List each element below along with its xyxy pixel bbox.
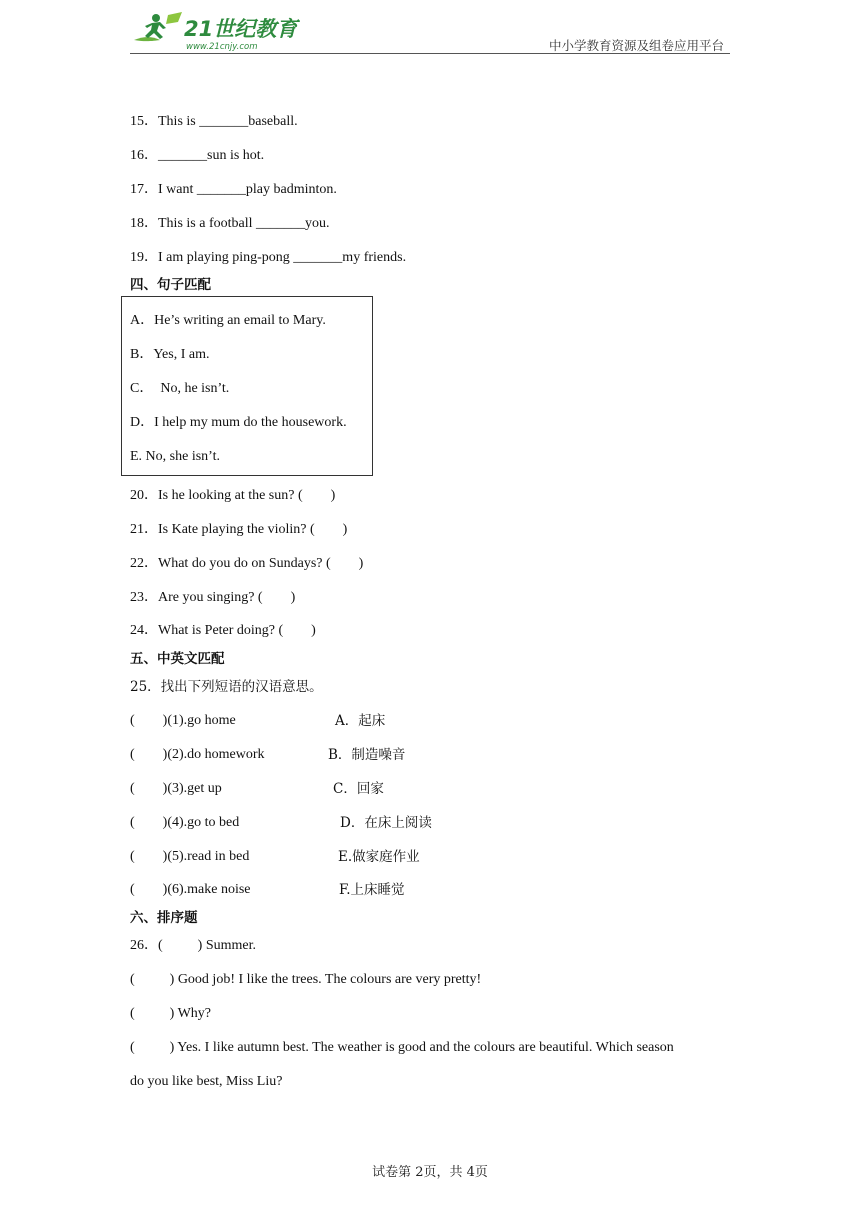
option-b: B．Yes, I am. — [130, 347, 210, 362]
section-4-title: 四、句子匹配 — [130, 277, 211, 293]
svg-text:21世纪教育: 21世纪教育 — [184, 17, 298, 41]
option-d: D．I help my mum do the housework. — [130, 415, 347, 430]
match-english: ( )(5).read in bed — [130, 849, 250, 864]
match-english: ( )(4).go to bed — [130, 815, 240, 830]
dialogue-line: ( ) Yes. I like autumn best. The weather is good and the colours are beautiful. Which season — [130, 1040, 674, 1055]
match-row — [130, 780, 730, 798]
option-e: E. No, she isn’t. — [130, 449, 220, 464]
dialogue-line: ( ) Good job! I like the trees. The colours are very pretty! — [130, 972, 482, 987]
question-15: 15．This is _______baseball. — [130, 114, 298, 129]
question-25: 25．找出下列短语的汉语意思。 — [130, 679, 323, 695]
match-chinese: A．起床 — [335, 713, 386, 729]
match-row — [130, 881, 730, 899]
site-logo — [130, 10, 300, 54]
match-english: ( )(3).get up — [130, 781, 222, 796]
match-english: ( )(1).go home — [130, 713, 236, 728]
match-row — [130, 712, 730, 730]
question-20: 20．Is he looking at the sun? ( ) — [130, 488, 336, 503]
question-19: 19．I am playing ping-pong _______my friends. — [130, 250, 407, 265]
match-row — [130, 746, 730, 764]
match-chinese: E.做家庭作业 — [338, 849, 420, 865]
question-16: 16．_______sun is hot. — [130, 148, 265, 163]
question-23: 23．Are you singing? ( ) — [130, 590, 296, 605]
option-a: A．He’s writing an email to Mary. — [130, 313, 326, 328]
option-c: C． No, he isn’t. — [130, 381, 230, 396]
svg-text:www.21cnjy.com: www.21cnjy.com — [186, 42, 258, 52]
question-26: 26．( ) Summer. — [130, 938, 256, 953]
page-header — [130, 10, 730, 54]
header-divider — [130, 53, 730, 54]
question-17: 17．I want _______play badminton. — [130, 182, 337, 197]
dialogue-line-continued: do you like best, Miss Liu? — [130, 1074, 283, 1089]
match-chinese: B．制造噪音 — [328, 747, 406, 763]
runner-logo-icon — [130, 10, 300, 54]
dialogue-line: ( ) Why? — [130, 1006, 211, 1021]
section-6-title: 六、排序题 — [130, 910, 198, 926]
match-english: ( )(6).make noise — [130, 882, 251, 897]
question-22: 22．What do you do on Sundays? ( ) — [130, 556, 364, 571]
match-chinese: C．回家 — [333, 781, 384, 797]
match-english: ( )(2).do homework — [130, 747, 265, 762]
question-21: 21．Is Kate playing the violin? ( ) — [130, 522, 348, 537]
match-chinese: D．在床上阅读 — [340, 815, 432, 831]
section-5-title: 五、中英文匹配 — [130, 651, 225, 667]
question-24: 24．What is Peter doing? ( ) — [130, 623, 316, 638]
options-box — [121, 296, 373, 476]
match-row — [130, 848, 730, 866]
match-row — [130, 814, 730, 832]
match-chinese: F.上床睡觉 — [339, 882, 405, 898]
header-platform-name: 中小学教育资源及组卷应用平台 — [548, 38, 724, 53]
question-18: 18．This is a football _______you. — [130, 216, 330, 231]
page-footer: 试卷第 2页，共 4页 — [372, 1165, 488, 1180]
